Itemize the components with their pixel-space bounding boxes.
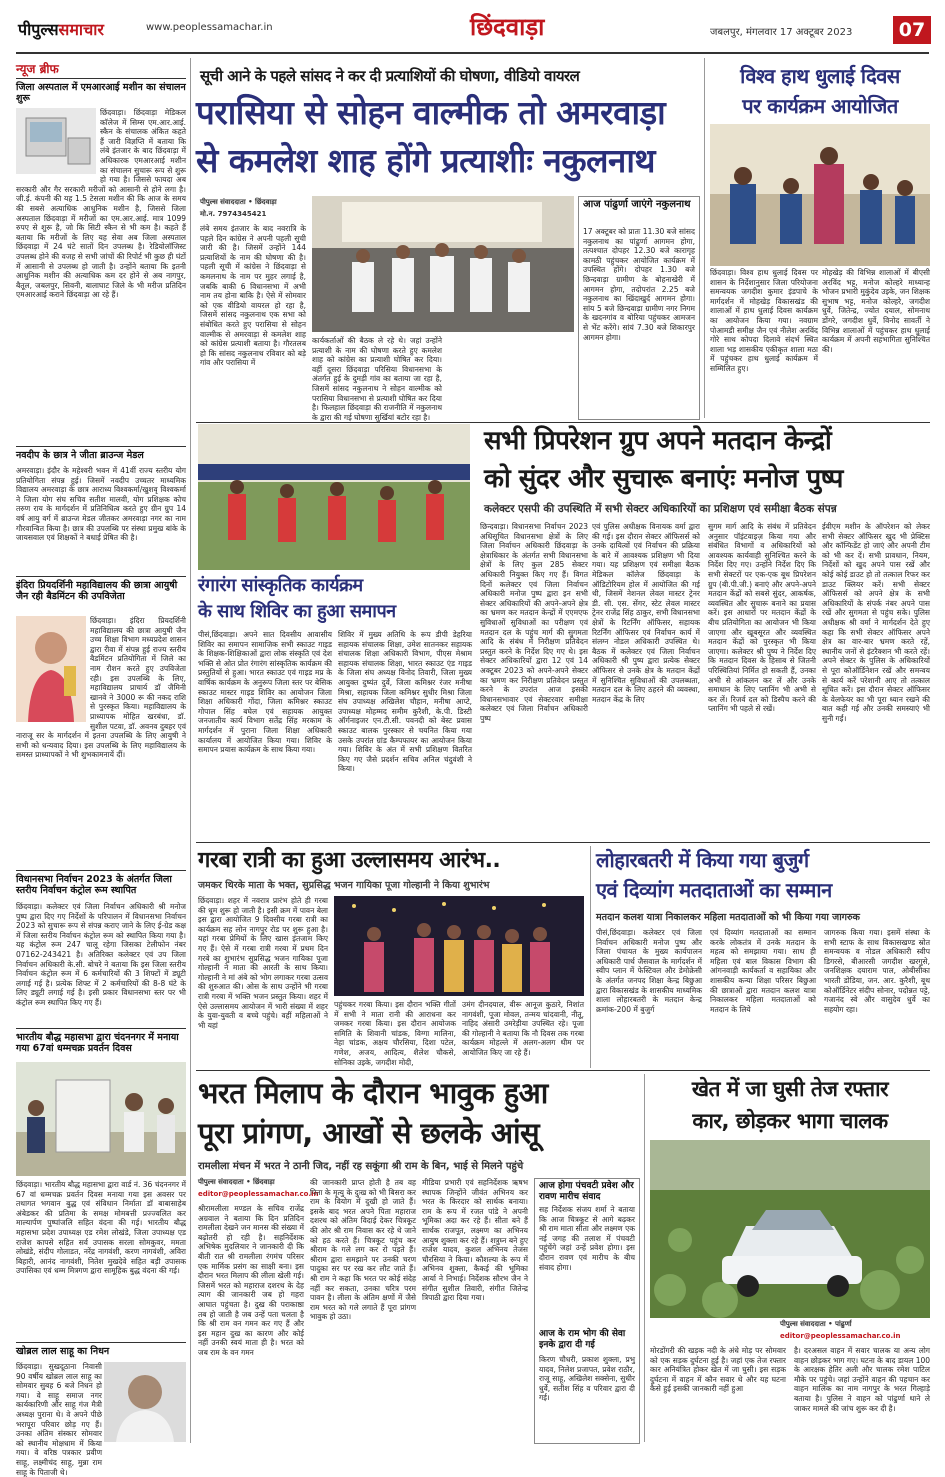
car-in-field-photo xyxy=(650,1140,930,1318)
lohar-col-3: जागरुक किया गया। इसमें संस्था के सभी स्टाफ के साथ विकासखण्ड स्रोत समन्वयक व नोडल अधिकारी स्वीप डिगरसे, बीआरसी जगदीश खरगुसे, जनशिक्षक दयाराम पाल, ओबीसीका भारती डोडिया, जन. आर. कुरैशी, बूथ कोऑर्डिनेटर संदीप सोनार, पदोन्नत पट्टे, गजानंद स्वे और वासुदेव धुर्वे का सहयोग रहा। xyxy=(824,928,930,1014)
bharat-headline-1: भरत मिलाप के दौरान भावुक हुआ xyxy=(198,1076,548,1110)
main-headline-2: से कमलेश शाह होंगे प्रत्याशीः नकुलनाथ xyxy=(196,141,655,180)
scout-camp-photo xyxy=(198,424,470,570)
page-number: 07 xyxy=(893,16,931,44)
bharat-side-box xyxy=(534,1178,640,1444)
bharat-col-2: की जानकारी प्राप्त होती है तब वह पिता के मृत्यु के दुःख को भी बिसरा कर राम के वियोग में दुखी हो जाते हैं। इसके बाद भरत अपने पिता महाराज दशरथ को अंतिम विदाई देकर चित्रकूट की ओर श्री राम निवास कर रहे थे जाने को हठ करते हैं। चित्रकूट पहुंच कर श्रीराम के गले लग कर रो पड़ते हैं। श्रीराम द्वारा समझाने पर उनकी चरण पादुका सर पर रख कर लौट जाते हैं। श्री राम ने कहा कि भरत पर कोई संदेह नहीं कर सकता, उनका चरित्र परम पावन है। लीला के अंतिम क्षणों में जैसे राम भरत को गले लगाते हैं पूरा प्रांगण भावुक हो उठा। xyxy=(310,1178,416,1322)
garba-headline: गरबा रात्री का हुआ उल्लासमय आरंभ.. xyxy=(198,848,501,873)
main-col-2: कार्यकर्ताओं की बैठक ले रहे थे। जहां उन्होंने प्रत्याशी के नाम की घोषणा करते हुए कमलेश शाह को कांग्रेस का प्रत्याशी घोषित कर दिया। वहीं दूसरा छिंदवाड़ा परिसिया विधानसभा के अंतर्गत हुई के दुमड़ी गांव का बताया जा रहा है, जिसमें सांसद नकुलनाथ ने सोहन वाल्मीक को परासिया विधानसभा से प्रत्याशी घोषित कर दिया है। फिलहाल छिंदवाड़ा की राजनीति में नकुलनाथ के द्वारा की गई घोषणा सुर्खियां बटोर रहा है। xyxy=(312,336,442,422)
main-kicker: सूची आने के पहले सांसद ने कर दी प्रत्याशियों की घोषणा, वीडियो वायरल xyxy=(200,67,580,85)
brief-5-head: भारतीय बौद्ध महासभा द्वारा चंदननगर में मनाया गया 67वां धम्मचक्र प्रवर्तन दिवस xyxy=(16,1032,179,1054)
main-col-1: लंबे समय इंतजार के बाद नवरात्रि के पहले दिन कांग्रेस ने अपनी पहली सूची जारी की है। जिसमें उन्होंने 144 प्रत्याशियों के नाम की घोषणा की है। पहली सूची में कांग्रेस ने छिंदवाड़ा से कमलनाथ के नाम पर मुहर लगाई है, जबकि बाकी 6 विधानसभा में अभी नाम तय होना बाकि है। ऐसे में सोमवार को एक वीडियो वायरल हो रहा है, जिसमें सांसद नकुलनाथ एक सभा को संबोधित करते हुए परासिया से सोहन वाल्मीक से अमरवाड़ा से कमलेश शाह को कांग्रेस प्रत्याशी बताया है। गौरतलब हो कि सांसद नकुलनाथ रविवार को बड़े गांव और परासिया में xyxy=(200,224,306,368)
car-col-2: है। दरअसल वाहन में सवार चालक या अन्य लोग वाहन छोड़कर भाग गए। घटना के बाद डायल 100 के आरक्षक हेतिर अली और चालक रमेश पाटिल मौके पर पहुंचे। जहां उन्होंने वाहन की पहचान कर वाहन मालिक का नाम नागपुर के भरत गिल्हाड़े बताया है। पुलिस ने वाहन को पांढुर्णा थाने ले जाकर मामले की जांच शुरू कर दी है। xyxy=(794,1346,931,1413)
main-headline-1: परासिया से सोहन वाल्मीक तो अमरवाड़ा xyxy=(196,93,666,132)
lohar-deck: मतदान कलश यात्रा निकालकर महिला मतदाताओं को भी किया गया जागरुक xyxy=(596,912,860,923)
handwash-photo xyxy=(710,124,930,266)
garba-col-3: उमंग दीनदयाल, वीरू आनूज कुठारे, निशांत नागवंशी, पूजा मोवल, तन्मय चांदवानी, नीतू, नाहिद अंसारी उमरेड़ीया उपस्थित रहे। पूजा की गोल्हानी ने बताया कि नौ दिवस तक गरबा कार्यक्रम मोहल्ले में अलग-अलग थीम पर आयोजित किए जा रहे हैं। xyxy=(462,1000,584,1057)
lohar-headline-1: लोहारबतरी में किया गया बुजुर्ग xyxy=(596,848,809,872)
brief-2-text: अमरवाड़ा। इंदौर के महेश्वरी भवन में 41वीं राज्य स्तरीय योग प्रतियोगिता संपन्न हुई। जिसमें नवदीप उच्चतर माध्यमिक विद्यालय अमरवाड़ा के छात्र आराध्य विश्वकर्मा/खुशवृ विश्वकर्मा ने जिला योग संघ सचिव सतीश मालवी, योग प्रशिक्षक कोच तरुण राय के मार्गदर्शन में प्रतिनिधित्व करते हुए ग्रीन ग्रुप 14 वर्ष आयु वर्ग में ब्राउन्ज मेडल जीतकर अमरवाड़ा नगर का नाम गौरवान्वित किया है। छात्र की उपलब्धि पर संस्था प्रमुख बांके के जायसवाल एवं शिक्षकों ने बधाई प्रेषित की है। xyxy=(16,466,186,543)
car-email[interactable]: editor@peoplessamachar.co.in xyxy=(780,1332,901,1340)
car-headline-2: कार, छोड़कर भागा चालक xyxy=(692,1109,888,1133)
brief-1-text: छिंदवाड़ा। छिंदवाड़ा मेडिकल कॉलेज में सिम्स एम.आर.आई. स्कैन के संचालक अंकित कहते हैं जारी विज्ञप्ति में बताया कि लंबे इंतजार के बाद छिंदवाड़ा में अधिकारक एमआरआई मशीन का संचालन सुचारू रूप से शुरू हो गया है। जिससे फायदा अब सरकारी और गैर सरकारी मरीजों को आसानी से होने लगा है। जी.ई. कंपनी की यह 1.5 टेसला मशीन की कि आज के समय की सबसे अत्याधिक आधुनिक मशीन है, जिससे जिला अस्पताल छिंदवाड़ा में मरीजों का एम.आर.आई. मात्र 1099 रुपए से शुरू है, जो कि सिटी स्कैन से भी कम है। कहते हैं बताया कि मरीजों के लिए यह सेवा अब जिला अस्पताल छिंदवाड़ा में 24 घंटे सातों दिन उपलब्ध है। रेडियोलॉजिस्ट उपलब्ध होने की वजह से सभी जांचों की रिपोर्ट भी कुछ ही घंटों में आसानी से उपलब्ध हो जाती है। उन्होंने बताया कि इतनी आधुनिक मशीन की अत्याधिक कम दर होने से अब नागपुर, बैतूल, जबलपुर, सिवनी, बालाघाट जिले के भी मरीज प्रतिदिन एमआरआई कराने छिंदवाड़ा आ रहे हैं। xyxy=(16,108,186,300)
brief-6-text: छिंदवाड़ा। सुखदूठाना निवासी 90 वर्षीय खोब्रल लाल साहू का सोमवार सुबह 6 बजे निधन हो गया। वे साहू समाज नगर कार्यकारिणी और साहू गंज मैत्री अध्यक्ष पुराना थे। वे अपने पीछे भरापूरा परिवार छोड़ गए हैं। उनका अंतिम संस्कार सोमवार को स्थानीय मोक्षधाम में किया गया। वे वरिष्ठ पत्रकार प्रवीण साहू, लक्ष्मीचंद साहू, मुन्ना राम साहू के पिताजी थे। xyxy=(16,1362,102,1477)
brief-2-head: नवदीप के छात्र ने जीता ब्राउन्ज मेडल xyxy=(16,450,144,461)
garba-deck: जमकर थिरके माता के भक्त, सुप्रसिद्ध भजन गायिका पूजा गोल्हानी ने किया शुभारंभ xyxy=(198,880,490,891)
pandhurna-title: आज पांढुर्णा जाएंगे नकुलनाथ xyxy=(583,199,691,210)
bharat-headline-2: पूरा प्रांगण, आखों से छलके आंसू xyxy=(198,1116,540,1150)
car-byline: पीपुल्स संवाददाता • पांढुर्णा xyxy=(780,1320,852,1328)
pushp-headline-1: सभी प्रिपरेशन ग्रुप अपने मतदान केन्द्रों xyxy=(484,426,832,456)
brief-4-text: छिंदवाड़ा। कलेक्टर एवं जिला निर्वाचन अधिकारी श्री मनोज पुष्प द्वारा दिए गए निर्देशों के परिपालन में विधानसभा निर्वाचन 2023 को सुचारू रूप से संपन्न कराए जाने के लिए ई-ग्रेड कक्ष में जिला स्तरीय निर्वाचन कंट्रोल रूम को स्थापित किया गया है। यह कंट्रोल रूम 247 चालू रहेगा जिसका टेलीफोन नंबर 07162-243421 है। अतिरिक्त कलेक्टर एवं उप जिला निर्वाचन अधिकारी के.सी. बोचरे ने बताया कि इस जिला स्तरीय निर्वाचन कंट्रोल रूम में 6 कर्मचारियों की 3 शिफ्टों में ड्यूटी लगाई गई है। प्रत्येक शिफ्ट में 2 कर्मचारियों की 8-8 घंटे के लिए ड्यूटी लगाई गई है। इसी प्रकार विधानसभा स्तर पर भी कंट्रोल रूम स्थापित किए गए हैं। xyxy=(16,902,186,1007)
brief-6-head: खोब्रल लाल साहू का निधन xyxy=(16,1346,110,1357)
news-brief-column xyxy=(16,58,186,1477)
bharat-deck: रामलीला मंचन में भरत ने ठानी जिद, नहीं रह सकूंगा श्री राम के बिन, भाई से मिलने पहुंचे xyxy=(198,1161,524,1172)
pushp-col-3: सुगम मार्ग आदि के संबंध में प्रतिवेदन अनुसार पॉइंटवाइज़ किया गया और संबंधित विभागों व अधिकारियों को आवश्यक कार्यवाही सुनिश्चित करने के निर्देश दिए गए। उन्होंने निर्देश दिए कि सभी सेक्टरों पर एक-एक बूथ प्रिपरेशन ग्रुप (बी.पी.जी.) बनाएं और अपने-अपने मतदान केंद्रों को सबसे सुंदर, आकर्षक, व्यवस्थित और सुचारू बनाने का प्रयास करें। इस आधारों पर मतदान केंद्रों के बीच प्रतियोगिता का आयोजन भी किया जाएगा और खूबसूरत और व्यवस्थित मतदान केंद्रों को पुरस्कृत भी किया जाएगा। कलेक्टर श्री पुष्प ने निर्देश दिए कि मतदान दिवस के हिसाब से जितनी परिस्थितियां निर्मित हो सकती हैं, उनका अभी से आंकलन कर लें और उनके समाधान के लिए प्लानिंग भी अभी से कर लें। रिजर्व दल को डिस्पैच करने की प्लानिंग भी पहले से रखें। xyxy=(708,522,816,714)
lohar-col-1: पीसं,छिंदवाड़ा। कलेक्टर एवं जिला निर्वाचन अधिकारी मनोज पुष्प और जिला पंचायत के मुख्य कार्यपालन अधिकारी पार्थ जैसवाल के मार्गदर्शन में स्वीप प्लान में फेस्टिवल और डेमोक्रेसी के अंतर्गत जनपद शिक्षा केन्द्र बिछुआ द्वारा विकासखंड के शासकीय माध्यमिक शाला लोहारबतरी के मतदान केन्द्र क्रमांक-200 में बुजुर्ग xyxy=(596,928,702,1014)
car-col-1: मोरडोंगरी की खड़क नदी के अंधे मोड़ पर सोमवार को एक सड़क दुर्घटना हुई है। जहां एक तेज रफ्तार कार अनियंत्रित होकर खेत में जा घुसी। इस सड़क दुर्घटना में वाहन में कौन सवार थे और यह घटना कैसे हुई इसकी जानकारी नहीं हुआ xyxy=(650,1346,786,1394)
pushp-col-1: छिन्दवाड़ा। विधानसभा निर्वाचन 2023 अधिसूचित विधानसभा क्षेत्रों के लिए जिला निर्वाचन अधिकारी छिंदवाड़ा के क्षेत्राधिकार के अंतर्गत सभी विधानसभा क्षेत्रों के लिए कुल 285 सेक्टर अधिकारी नियुक्त किए गए हैं। विगत दिनों कलेक्टर एवं जिला निर्वाचन अधिकारी मनोज पुष्प द्वारा इन सभी सेक्टर अधिकारियों की अपने-अपने क्षेत्र का भ्रमण कर मतदान केन्द्रों में एएमएफ सुविधाओं सुविधाओं का परीक्षण एवं मतदान दल के पहुंच मार्ग की सुगमता आदि के संबंध में निरीक्षण प्रतिवेदन प्रस्तुत करने के निर्देश दिए गए थे। इस सेक्टर अधिकारियों द्वारा 12 एवं 14 अक्टूबर 2023 को अपने-अपने सेक्टर का भ्रमण कर निरीक्षण प्रतिवेदन प्रस्तुत करने के उपरांत आज इसकी विधानसभावार एवं सेक्टरवार समीक्षा कलेक्टर एवं जिला निर्वाचन अधिकारी पुष्प xyxy=(480,522,588,723)
news-brief-label: न्यूज ब्रीफ xyxy=(16,62,59,76)
car-headline-1: खेत में जा घुसी तेज रफ्तार xyxy=(691,1077,889,1101)
obituary-photo xyxy=(104,1362,186,1442)
side-box2-text: किरण चौधरी, प्रकाश शुक्ला, प्रभु यादव, निलेश प्रजापत, प्रवेश राठौर, राजू साहू, अखिलेश सक्सेना, सुधीर धुर्वे, सतीश सिंह व परिवार द्वारा दी गई। xyxy=(539,1355,635,1403)
handwash-col-1: छिंदवाड़ा। विश्व हाथ धुलाई दिवस पर शासन के निर्देशानुसार जिला परियोजना समन्वयक जगदीश कुमार इंडपाचे के मार्गदर्शन में मोहखेड़ विकासखंड की शालाओं में हाथ धुलाई दिवस कार्यक्रम का आयोजन किया गया। नवग्राम पोआमडी समीक्ष जैन एवं नीलेश अरविंद गोरे साथ कोपदा दिलावे संदर्भ स्थित शाला भड़ शासकीय एकीकृत शाला मठा में पहुंचकर हाथ धुलाई कार्यक्रम में सम्मिलित हुए। xyxy=(710,268,818,373)
lohar-col-2: एवं दिव्यांग मतदाताओं का सम्मान करके लोकतंत्र में उनके मतदान के महत्व को समझाया गया। साथ ही महिला एवं बाल विकास विभाग की आंगनवाड़ी कार्यकर्ता व सहायिका और शासकीय कन्या शिक्षा परिसर बिछुआ की छात्राओं द्वारा मतदान कलश यात्रा निकालकर महिला मतदाताओं को मतदान के लिये xyxy=(710,928,816,1014)
garba-col-2: पहुंचकर गरबा किया। इस दौरान भक्ति गीतों में सभी ने माता रानी की आराधना कर जमकर गरबा किया। इस दौरान आयोजक समिति के शिवानी चांडक, विग्गा मालिना, नेहा चांडक, अक्षय चौरसिया, दिशा पटेल, गणेश, अजय, आदित्य, शैलेश चौकसे, सोनिका उइके, जगदीश मोदी, xyxy=(334,1000,456,1067)
brief-4-head: विधानसभा निर्वाचन 2023 के अंतर्गत जिला स्तरीय निर्वाचन कंट्रोल रूम स्थापित xyxy=(16,874,172,896)
side-box1-text: सह निर्देशक संजय शर्मा ने बताया कि आज चित्रकूट से आगे बढ़कर श्री राम माता सीता और लक्ष्मण एक नई जगह की तलाश में पंचवटी पहुंचेंगे जहां उन्हें प्रवेश होगा। इस दौरान रावण एवं मारीच के बीच संवाद होगा। xyxy=(539,1205,635,1272)
brief-1-head: जिला अस्पताल में एमआरआई मशीन का संचालन शुरू xyxy=(16,82,186,104)
lohar-headline-2: एवं दिव्यांग मतदाताओं का सम्मान xyxy=(596,878,832,902)
bharat-col-1: श्रीरामलीला मण्डल के सचिव राजेंद्र अग्रवाल ने बताया कि दिन प्रतिदिन रामलीला देखने जन मानस की संख्या में बढ़ोतरी हो रही है। सहनिर्देशक अभिषेक मुदलियार ने जानकारी दी कि बीती रात श्री रामलीला रंगमंच परिसर एक मार्मिक प्रसंग का साक्षी बना। इस दौरान भरत मिलाप की लीला खेली गई। जिसमें भरत को महाराज दशरथ के देह त्याग की जानकारी जब हो गहरा आघात पहुंचता है। दुख की पराकाष्ठा तब हो जाती है जब उन्हें पता चलता है कि श्री राम वन गमन कर गए हैं और इस महान दुख का कारण और कोई नहीं उनकी स्वयं माता ही है। भरत को जब राम के वन गमन xyxy=(198,1204,304,1357)
issue-date: जबलपुर, मंगलवार 17 अक्टूबर 2023 xyxy=(710,27,853,38)
side-box2-title: आज के राम भोग की सेवा इनके द्वारा दी गई xyxy=(539,1329,626,1350)
brief-3-text: छिंदवाड़ा। इंदिरा प्रियदर्शिनी महाविद्यालय की छात्रा आयुषी जैन उच्च शिक्षा विभाग मध्यप्रदेश शासन द्वारा रीवा में संपन्न हुई राज्य स्तरीय बैडमिंटन प्रतियोगिता में जिले का नाम रौशन करते हुए उपविजेता रही। इस उपलब्धि के लिए, महाविद्यालय प्राचार्य डॉ जैमिनी खानवे ने 3000 रू की नकद राशि से पुरस्कृत किया। महाविद्यालय के प्राध्यापक मोहित खरबंधा, डॉ. सुशील पटवा, डॉ. अवनव दुबहर एवं नाराजू सर के मार्गदर्शन में इतना उपलब्धि के लिए आयुषी ने सभी को धन्यवाद दिया। इस उपलब्धि के लिए महाविद्यालय के समस्त प्राध्यापकों ने भी शुभकामनायें दीं। xyxy=(16,616,186,760)
buddha-ceremony-photo xyxy=(16,1062,186,1176)
pandhurna-box xyxy=(578,196,700,420)
pushp-deck: कलेक्टर एसपी की उपस्थिति में सभी सेक्टर अधिकारियों का प्रशिक्षण एवं समीक्षा बैठक संपन्न xyxy=(484,503,837,515)
pushp-headline-2: को सुंदर और सुचारू बनाएंः मनोज पुष्प xyxy=(484,464,843,494)
garba-col-1: छिंदवाड़ा। शहर में नवरात्र प्रारंभ होते ही गरबा की धूम शुरू हो जाती है। इसी क्रम में पावन बेला इस द्वारा आयोजित 9 दिवसीय गरबा रात्री का कार्यक्रम सह लोन नागपुर रोड पर शुरू हुआ है। यहां गरबा प्रेमियों के लिए खास इंतजाम किए गए हैं। ऐसे में गरबा रात्री गरबा में प्रथम दिन गरबे का शुभारंभ सुप्रसिद्ध भजन गायिका पूजा गोल्हानी ने माता की आरती के साथ किया। गोल्हानी ने मां अंबे को भोग लगाकर गरबा उत्सव की शुरुआत की। ओस के साथ उन्होंने भी गरबा रात्री गरबा में भक्ति भजन प्रस्तुत किया। शहर में ऐसे उल्लासमय आयोजन में भारी संख्या में शहर के युवा-युवती व बच्चे पहुंचे। वहीं महिलाओं ने भी यहां xyxy=(198,896,328,1030)
pushp-col-4: ईवीएम मशीन के ऑपरेशन को लेकर सभी सेक्टर ऑफिसर खुद भी प्रेक्टिस और कॉन्फिडेंट हो जाएं और अपनी टीम को भी कर दें। सभी प्रावधान, नियम, निर्देशों को खुद अपने पास रखें और कोई कोई डाउट हो तो तत्काल रिफर कर डाउट क्लियर करें। सभी सेक्टर ऑफिसर्स को अपने क्षेत्र के सभी अधिकारियों के संपर्क नंबर अपने पास रखें और सुगमता से पहुंच सके। पुलिस अधीक्षक श्री वर्मा ने मार्गदर्शन देते हुए कहा कि सभी सेक्टर ऑफिसर अपने क्षेत्र का वार-बार भ्रमण करते रहें, स्थानीय जनों से इंटरैक्शन भी करते रहें। अपने सेक्टर के पुलिस के अधिकारियों से पूरा कोऑर्डिनेशन रखें और समन्वय से कार्य करें परेशानी आए तो तत्काल सूचित करें। इस दौरान सेक्टर ऑफिसर के वेलफेयर का भी पूरा ध्यान रखने की बात कही गई और उनकी समस्याएं भी सुनी गईं। xyxy=(822,522,930,723)
side-box1-title: आज होगा पंचवटी प्रवेश और रावण मारीच संवाद xyxy=(539,1181,634,1202)
pushp-col-2: एवं पुलिस अधीक्षक विनायक वर्मा द्वारा की गई। इस दौरान सेक्टर ऑफिसर्स को उनके दायित्वों एवं निर्वाचन की प्रक्रिया के बारे में आवश्यक प्रशिक्षण भी दिया गया। यह प्रशिक्षण एवं समीक्षा बैठक मेडिकल कॉलेज छिंदवाड़ा के ऑडिटोरियम होल में आयोजित की गई थी, जिसमें नेशनल लेवल मास्टर ट्रेनर डी. सी. एस. सेंगर, स्टेट लेवल मास्टर ट्रेनर राजेंद्र सिंह ठाकुर, सभी विधानसभा क्षेत्रों के रिटर्निंग ऑफिसर, सहायक रिटर्निंग ऑफिसर एवं निर्वाचन कार्य में संलग्न नोडल अधिकारी उपस्थित थे। बैठक में कलेक्टर एवं जिला निर्वाचन अधिकारी श्री पुष्प द्वारा प्रत्येक सेक्टर ऑफिसर से उनके क्षेत्र के मतदान केंद्रों में सुनिश्चित सुविधाओं की उपलब्धता, मतदान दल के लिए ठहरने की व्यवस्था, मतदान केंद्र के लिए xyxy=(592,522,700,704)
site-url[interactable]: www.peoplessamachar.in xyxy=(146,22,273,33)
bharat-email[interactable]: editor@peoplessamachar.co.in xyxy=(198,1190,319,1198)
main-phone: मो.न. 7974345421 xyxy=(200,210,267,218)
cultural-col-1: पीसं,छिंदवाड़ा। अपने सात दिवसीय आवासीय शिविर का समापन सामाजिक सभी स्काउट गाइड के शिक्षक-शिक्षिकाओं द्वारा लोक संस्कृति एवं देश भक्ति से ओत प्रोत रंगारंग सांस्कृतिक कार्यक्रम की प्रस्तुतियों से हुआ। भारत स्काउट एवं गाइड मप्र के वार्षिक कार्यक्रम के अनुरूप जिला स्तर पर बेसिक स्काउट मास्टर गाइड शिविर का आयोजन जिला शिक्षा अधिकारी गोंदा, जिला कमिश्नर स्काउट गोपाल सिंह बघेल एवं सहायक आयुक्त जनजातीय कार्य विभाग सतेंद्र सिंह मरकाम के मार्गदर्शन में पुराना जिला शिक्षा अधिकारी कार्यालय में आयोजित किया गया। शिविर के समापन प्रयास कार्यक्रम के साथ किया गया। xyxy=(198,630,332,755)
garba-photo xyxy=(334,896,584,996)
masthead-logo: पीपुल्ससमाचार xyxy=(18,20,104,39)
handwash-headline-2: पर कार्यक्रम आयोजित xyxy=(742,94,898,118)
bharat-col-3: मीडिया प्रभारी एवं सहनिर्देशक ऋषभ स्थापक जिन्होंने जीवंत अभिनय कर भरत के किरदार को सार्थक बनाया। राम के रूप में रजत पांडे ने अपनी भूमिका अदा कर रहे हैं। सीता बने हैं सार्थक राजपूत, लक्ष्मण का अभिनय आयुष शुक्ला कर रहे हैं। शत्रुघ्न बने हुए राजेश यादव, कुशल अभिनय तेजस चौरसिया ने किया। कौशल्या के रूप में अभिनव शुक्ला, कैकई की भूमिका आर्या ने निभाई। निर्देशक सौरभ जैन ने संगीत सुशील तिवारी, संगीत जितेन्द्र त्रिपाठी द्वारा दिया गया। xyxy=(422,1178,528,1303)
cultural-headline-1: रंगारंग सांस्कृतिक कार्यक्रम xyxy=(198,575,363,596)
cultural-col-2: शिविर में मुख्य अतिथि के रूप डीपी डेहरिया सहायक संचालक शिक्षा, उमेश सातनकर सहायक संचालक शिक्षा अधिकारी विभाग, पीएस मेश्राम सहायक संचालक शिक्षा, भारत स्काउट एंड गाइड के जिला संघ अध्यक्ष विनोद तिवारी, जिला मुख्य आयुक्त दुष्यंत दुर्वे, जिला कमिश्नर रंजर मनीषा मिश्रा, सहायक जिला कमिश्नर सुधीर मिश्रा जिला संघ उपाध्यक्ष अखिलेश चौहान, मनीषा आप्टे, उपाध्यक्ष मोहम्मद समीम कुरैशी, के.पी. डिस्टी ऑर्गनाइजर एन.टी.सी. पवनदी को बेस्ट प्रवास स्काउट बालक पुरस्कार से चयनित किया गया उसके उपरांत ग्रांड कैम्पफायर का आयोजन किया गया। शिविर के अंत में सभी प्रशिक्षण वितरित किए गए जैसे प्रदर्शन सचिव अनिल चंदुवंशी ने किया। xyxy=(338,630,472,774)
main-byline: पीपुल्स संवाददाता • छिंदवाड़ा xyxy=(200,198,277,206)
header-rule xyxy=(16,52,929,54)
handwash-col-2: मोहखेड़ की विभिन्न शालाओं में बीएसी अरविंद भट्ट, मनोज कोल्हरे माध्यान्ह भोजन प्रभारी मुकुंदेव उइके, जन शिक्षक सुभाष भट्ट, मनोज कोल्हरे, जगदीश धुर्वे, जितेन्द्र, ज्योत दयाल, सोमनाथ डोंगरे, जगदीश धुर्वे, विनोद सावर्ती ने विभिन्न शालाओं में पहुंचकर हाथ धुलाई कार्यक्रम में अपनी सहभागिता सुनिश्चित की। xyxy=(822,268,930,354)
cultural-headline-2: के साथ शिविर का हुआ समापन xyxy=(198,601,396,622)
brief-3-head: इंदिरा प्रियदर्शिनी महाविद्यालय की छात्रा आयुषी जैन रही बैडमिंटन की उपविजेता xyxy=(16,580,178,602)
bharat-byline: पीपुल्स संवाददाता • छिंदवाड़ा xyxy=(198,1178,275,1186)
nakulnath-rally-photo xyxy=(312,196,574,332)
pandhurna-text: 17 अक्टूबर को प्रातः 11.30 बजे सांसद नकुलनाथ का पांढुर्णा आगमन होगा, तत्पश्चात दोपहर 12.30 बजे कारागृह कामठी पहुंचकर आयोजित कार्यक्रम में उपस्थित होंगे। दोपहर 1.30 बजे छिन्दवाड़ा ग्रामीण के बोहनाखेरी में आगमन होगा, तदोपरांत 2.25 बजे नकुलनाथ का खिंदाखुर्द आगमन होगा। सांय 5 बजे छिन्दवाड़ा ग्रामीण नगर निगम के खदनगांव व बोरिया पहुंचकर आमजन से भेंट करेंगे। सांयं 7.30 बजे शिकारपुर आगमन होगा। xyxy=(583,227,695,342)
brief-5-text: छिंदवाड़ा। भारतीय बौद्ध महासभा द्वारा वार्ड नं. 36 चंदननगर में 67 वां धम्मचक्र प्रवर्तन दिवस मनाया गया इस अवसर पर तथागत भगवान बुद्ध एवं संविधान निर्माता डॉ बाबासाहेब अंबेडकर की प्रतिमा के समक्ष मोमबत्ती प्रज्ज्वलित कर माल्यार्पण पुष्पांजलि सहित वंदना की गई। भारतीय बौद्ध महासभा प्रदेश उपाध्यक्ष एड रमेश लोखंडे, जिला उपाध्यक्ष एड राजेश कापसे सहित सर्व उपासक सरला सोमकुवर, ममता लोखंडे, संदीप गोलाडत, नरेंद्र नागवंशी, करण नागवंशी, अविरा बिहारी, आनंद नागवंशी, नितेश मुखदेवे सहित बड़ी उपासक उपासिका एवं धम्म मित्रगण द्वारा सामूहिक बुद्ध वंदना की गई। xyxy=(16,1180,186,1276)
handwash-headline-1: विश्व हाथ धुलाई दिवस xyxy=(740,64,900,88)
page-header xyxy=(0,0,945,50)
section-title: छिंदवाड़ा xyxy=(470,13,545,41)
